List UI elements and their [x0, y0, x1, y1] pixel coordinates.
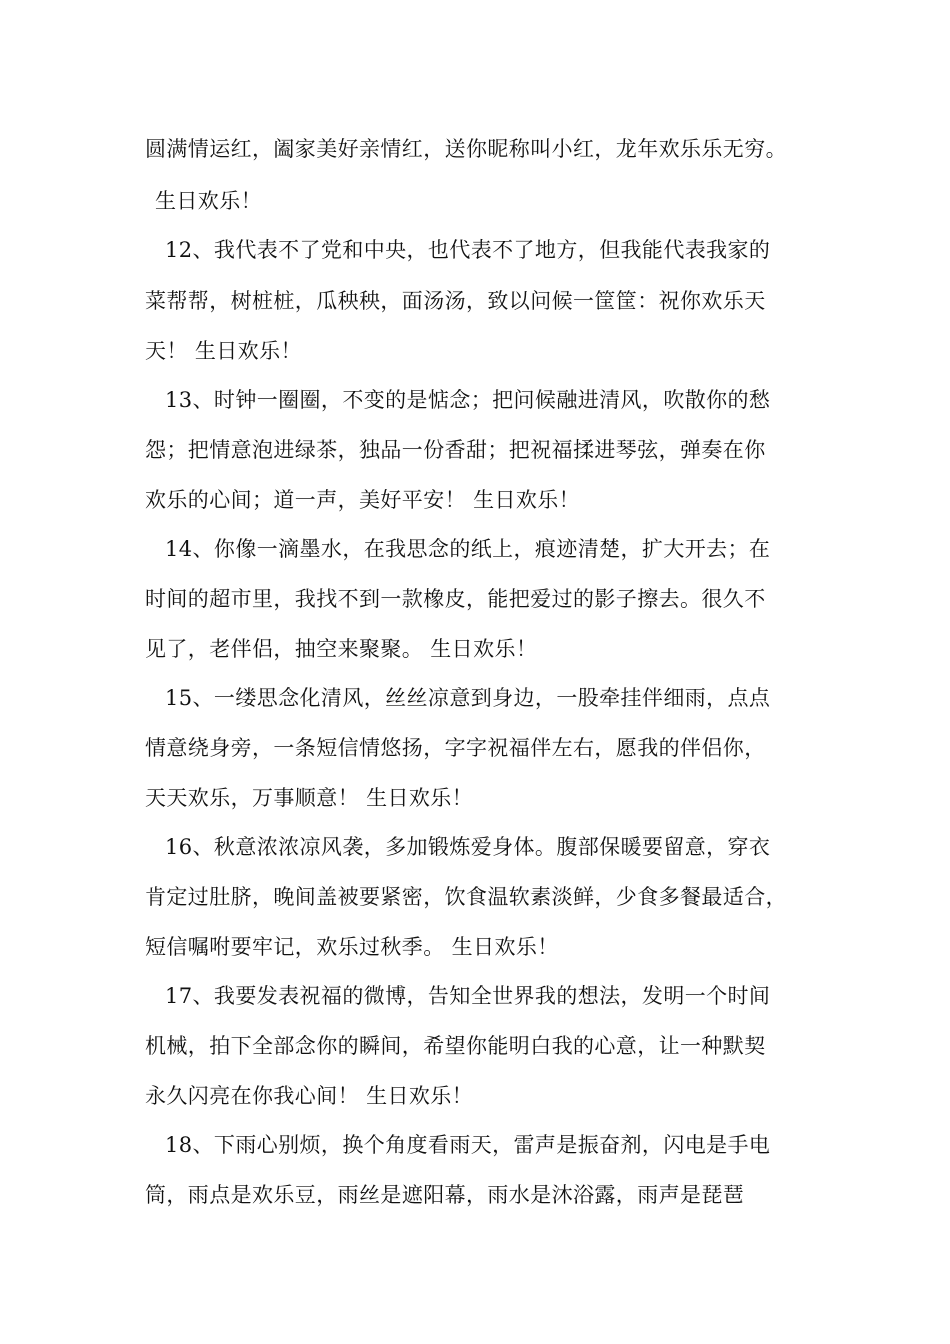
text-line: 肯定过肚脐，晚间盖被要紧密，饮食温软素淡鲜，少食多餐最适合，: [145, 885, 787, 909]
text-line: 18、下雨心别烦，换个角度看雨天，雷声是振奋剂，闪电是手电: [165, 1133, 771, 1157]
text-line: 14、你像一滴墨水，在我思念的纸上，痕迹清楚，扩大开去；在: [165, 537, 771, 561]
text-line: 怨；把情意泡进绿茶，独品一份香甜；把祝福揉进琴弦，弹奏在你: [145, 438, 766, 462]
text-line: 圆满情运红，阖家美好亲情红，送你昵称叫小红，龙年欢乐乐无穷。: [145, 137, 787, 161]
text-line: 天！ 生日欢乐！: [145, 339, 302, 363]
text-line: 筒，雨点是欢乐豆，雨丝是遮阳幕，雨水是沐浴露，雨声是琵琶: [145, 1183, 745, 1207]
text-line: 13、时钟一圈圈，不变的是惦念；把问候融进清风，吹散你的愁: [165, 388, 771, 412]
text-line: 15、一缕思念化清风，丝丝凉意到身边，一股牵挂伴细雨，点点: [165, 686, 771, 710]
text-line: 时间的超市里，我找不到一款橡皮，能把爱过的影子擦去。很久不: [145, 587, 766, 611]
text-line: 16、秋意浓浓凉风袭，多加锻炼爱身体。腹部保暖要留意，穿衣: [165, 835, 771, 859]
text-line: 生日欢乐！: [155, 189, 262, 213]
text-line: 菜帮帮，树桩桩，瓜秧秧，面汤汤，致以问候一筐筐：祝你欢乐天: [145, 289, 766, 313]
text-line: 12、我代表不了党和中央，也代表不了地方，但我能代表我家的: [165, 238, 771, 262]
text-line: 见了，老伴侣，抽空来聚聚。 生日欢乐！: [145, 637, 538, 661]
text-line: 机械，拍下全部念你的瞬间，希望你能明白我的心意，让一种默契: [145, 1034, 766, 1058]
text-line: 17、我要发表祝福的微博，告知全世界我的想法，发明一个时间: [165, 984, 771, 1008]
text-line: 短信嘱咐要牢记，欢乐过秋季。 生日欢乐！: [145, 935, 559, 959]
text-line: 情意绕身旁，一条短信情悠扬，字字祝福伴左右，愿我的伴侣你，: [145, 736, 766, 760]
text-line: 永久闪亮在你我心间！ 生日欢乐！: [145, 1084, 474, 1108]
text-line: 欢乐的心间；道一声，美好平安！ 生日欢乐！: [145, 488, 581, 512]
text-line: 天天欢乐，万事顺意！ 生日欢乐！: [145, 786, 474, 810]
